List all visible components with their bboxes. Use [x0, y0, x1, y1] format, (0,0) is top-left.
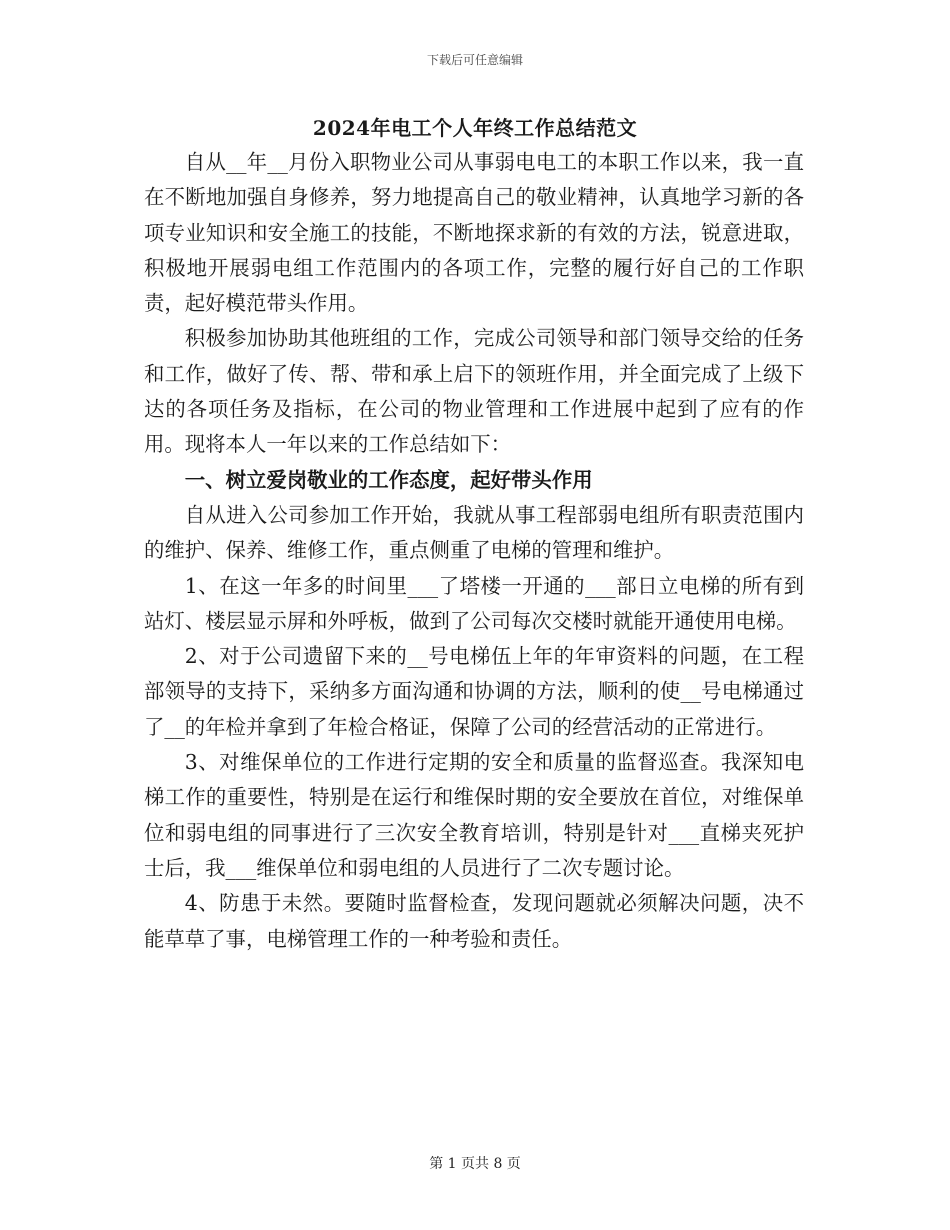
paragraph-overview: 积极参加协助其他班组的工作，完成公司领导和部门领导交给的任务和工作，做好了传、帮、带和承上启下的领班作用，并全面完成了上级下达的各项任务及指标，在公司的物业管理和工作进展中起到了应有的作用。现将本人一年以来的工作总结如下：	[144, 326, 804, 457]
page-header: 下载后可任意编辑	[426, 53, 523, 67]
paragraph-item-1: 1、在这一年多的时间里___了塔楼一开通的___部日立电梯的所有到站灯、楼层显示屏和外呼板，做到了公司每次交楼时就能开通使用电梯。	[144, 573, 804, 633]
paragraph-section-intro: 自从进入公司参加工作开始，我就从事工程部弱电组所有职责范围内的维护、保养、维修工作，重点侧重了电梯的管理和维护。	[144, 502, 804, 563]
page-number: 第 1 页共 8 页	[429, 1156, 521, 1172]
document-body	[144, 145, 804, 957]
section-heading-1: 一、树立爱岗敬业的工作态度，起好带头作用	[184, 467, 593, 492]
document-title: 2024年电工个人年终工作总结范文	[312, 116, 638, 140]
paragraph-intro: 自从__年__月份入职物业公司从事弱电电工的本职工作以来，我一直在不断地加强自身修养，努力地提高自己的敬业精神，认真地学习新的各项专业知识和安全施工的技能，不断地探求新的有效的方法，锐意进取，积极地开展弱电组工作范围内的各项工作，完整的履行好自己的工作职责，起好模范带头作用。	[144, 150, 804, 316]
paragraph-item-3: 3、对维保单位的工作进行定期的安全和质量的监督巡查。我深知电梯工作的重要性，特别是在运行和维保时期的安全要放在首位，对维保单位和弱电组的同事进行了三次安全教育培训，特别是针对___直梯夹死护士后，我___维保单位和弱电组的人员进行了二次专题讨论。	[144, 750, 804, 880]
paragraph-item-2: 2、对于公司遗留下来的__号电梯伍上年的年审资料的问题，在工程部领导的支持下，采纳多方面沟通和协调的方法，顺利的使__号电梯通过了__的年检并拿到了年检合格证，保障了公司的经营活动的正常进行。	[144, 644, 804, 739]
paragraph-item-4: 4、防患于未然。要随时监督检查，发现问题就必须解决问题，决不能草草了事，电梯管理工作的一种考验和责任。	[144, 891, 804, 951]
